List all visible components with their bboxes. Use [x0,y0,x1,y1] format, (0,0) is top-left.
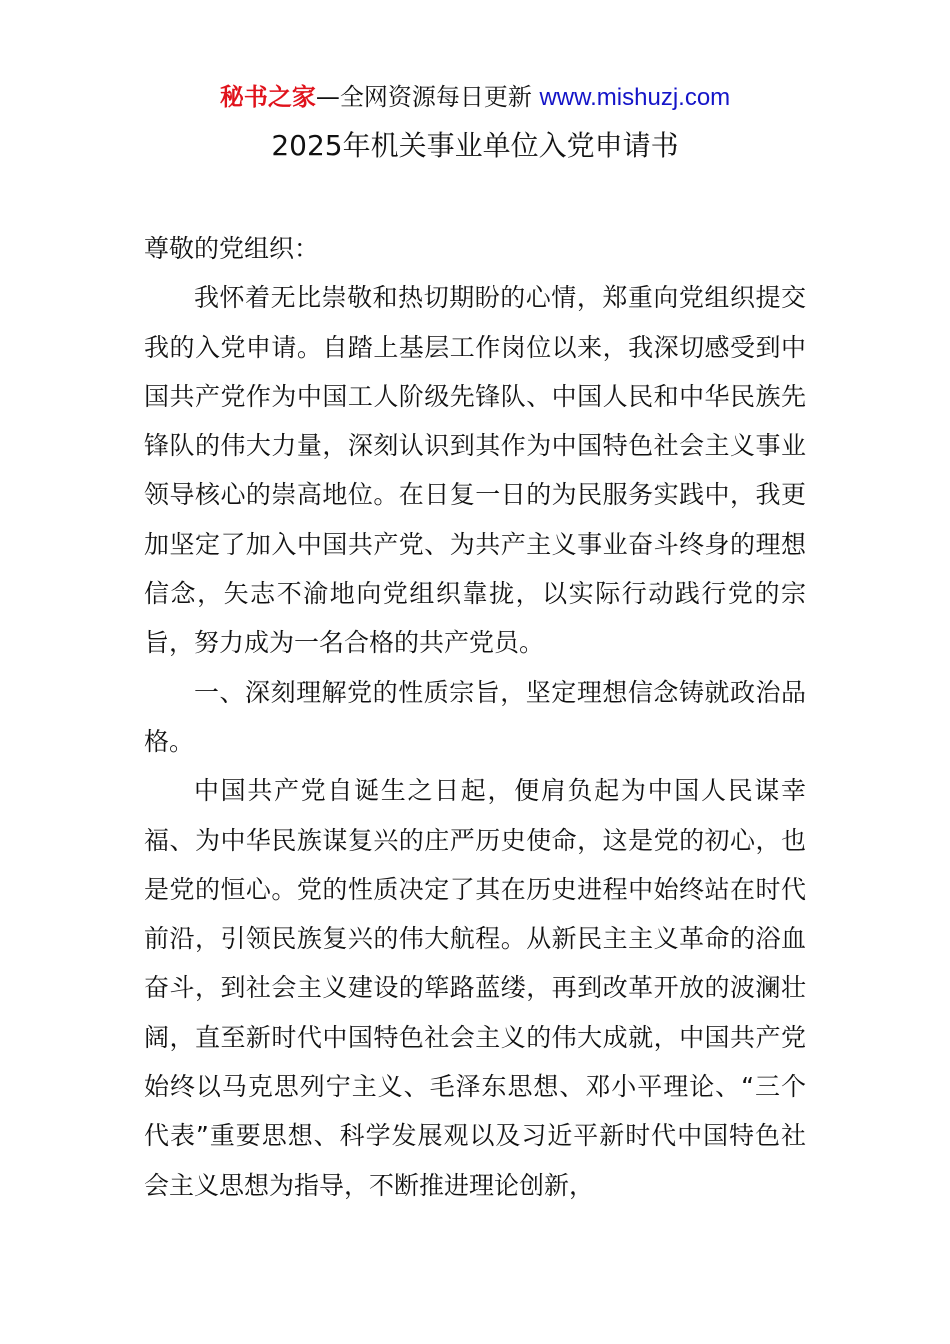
body-paragraph: 中国共产党自诞生之日起，便肩负起为中国人民谋幸福、为中华民族谋复兴的庄严历史使命，这是党的初心，也是党的恒心。党的性质决定了其在历史进程中始终站在时代前沿，引领民族复兴的伟大航程。从新民主主义革命的浴血奋斗，到社会主义建设的筚路蓝缕，再到改革开放的波澜壮阔，直至新时代中国特色社会主义的伟大成就，中国共产党始终以马克思列宁主义、毛泽东思想、邓小平理论、“三个代表”重要思想、科学发展观以及习近平新时代中国特色社会主义思想为指导，不断推进理论创新， [144,776,806,1200]
section-heading: 一、深刻理解党的性质宗旨，坚定理想信念铸就政治品格。 [144,677,806,756]
body-paragraph: 我怀着无比崇敬和热切期盼的心情，郑重向党组织提交我的入党申请。自踏上基层工作岗位以来，我深切感受到中国共产党作为中国工人阶级先锋队、中国人民和中华民族先锋队的伟大力量，深刻认识到其作为中国特色社会主义事业领导核心的崇高地位。在日复一日的为民服务实践中，我更加坚定了加入中国共产党、为共产主义事业奋斗终身的理想信念，矢志不渝地向党组织靠拢，以实际行动践行党的宗旨，努力成为一名合格的共产党员。 [144,283,806,658]
site-header [0,80,950,115]
site-brand: 秘书之家 [219,83,316,111]
site-url-link[interactable]: www.mishuzj.com [539,84,731,111]
site-slogan: —全网资源每日更新 [315,83,532,111]
salutation: 尊敬的党组织： [144,234,320,263]
document-title: 2025年机关事业单位入党申请书 [271,129,679,162]
document-body [144,224,806,1210]
